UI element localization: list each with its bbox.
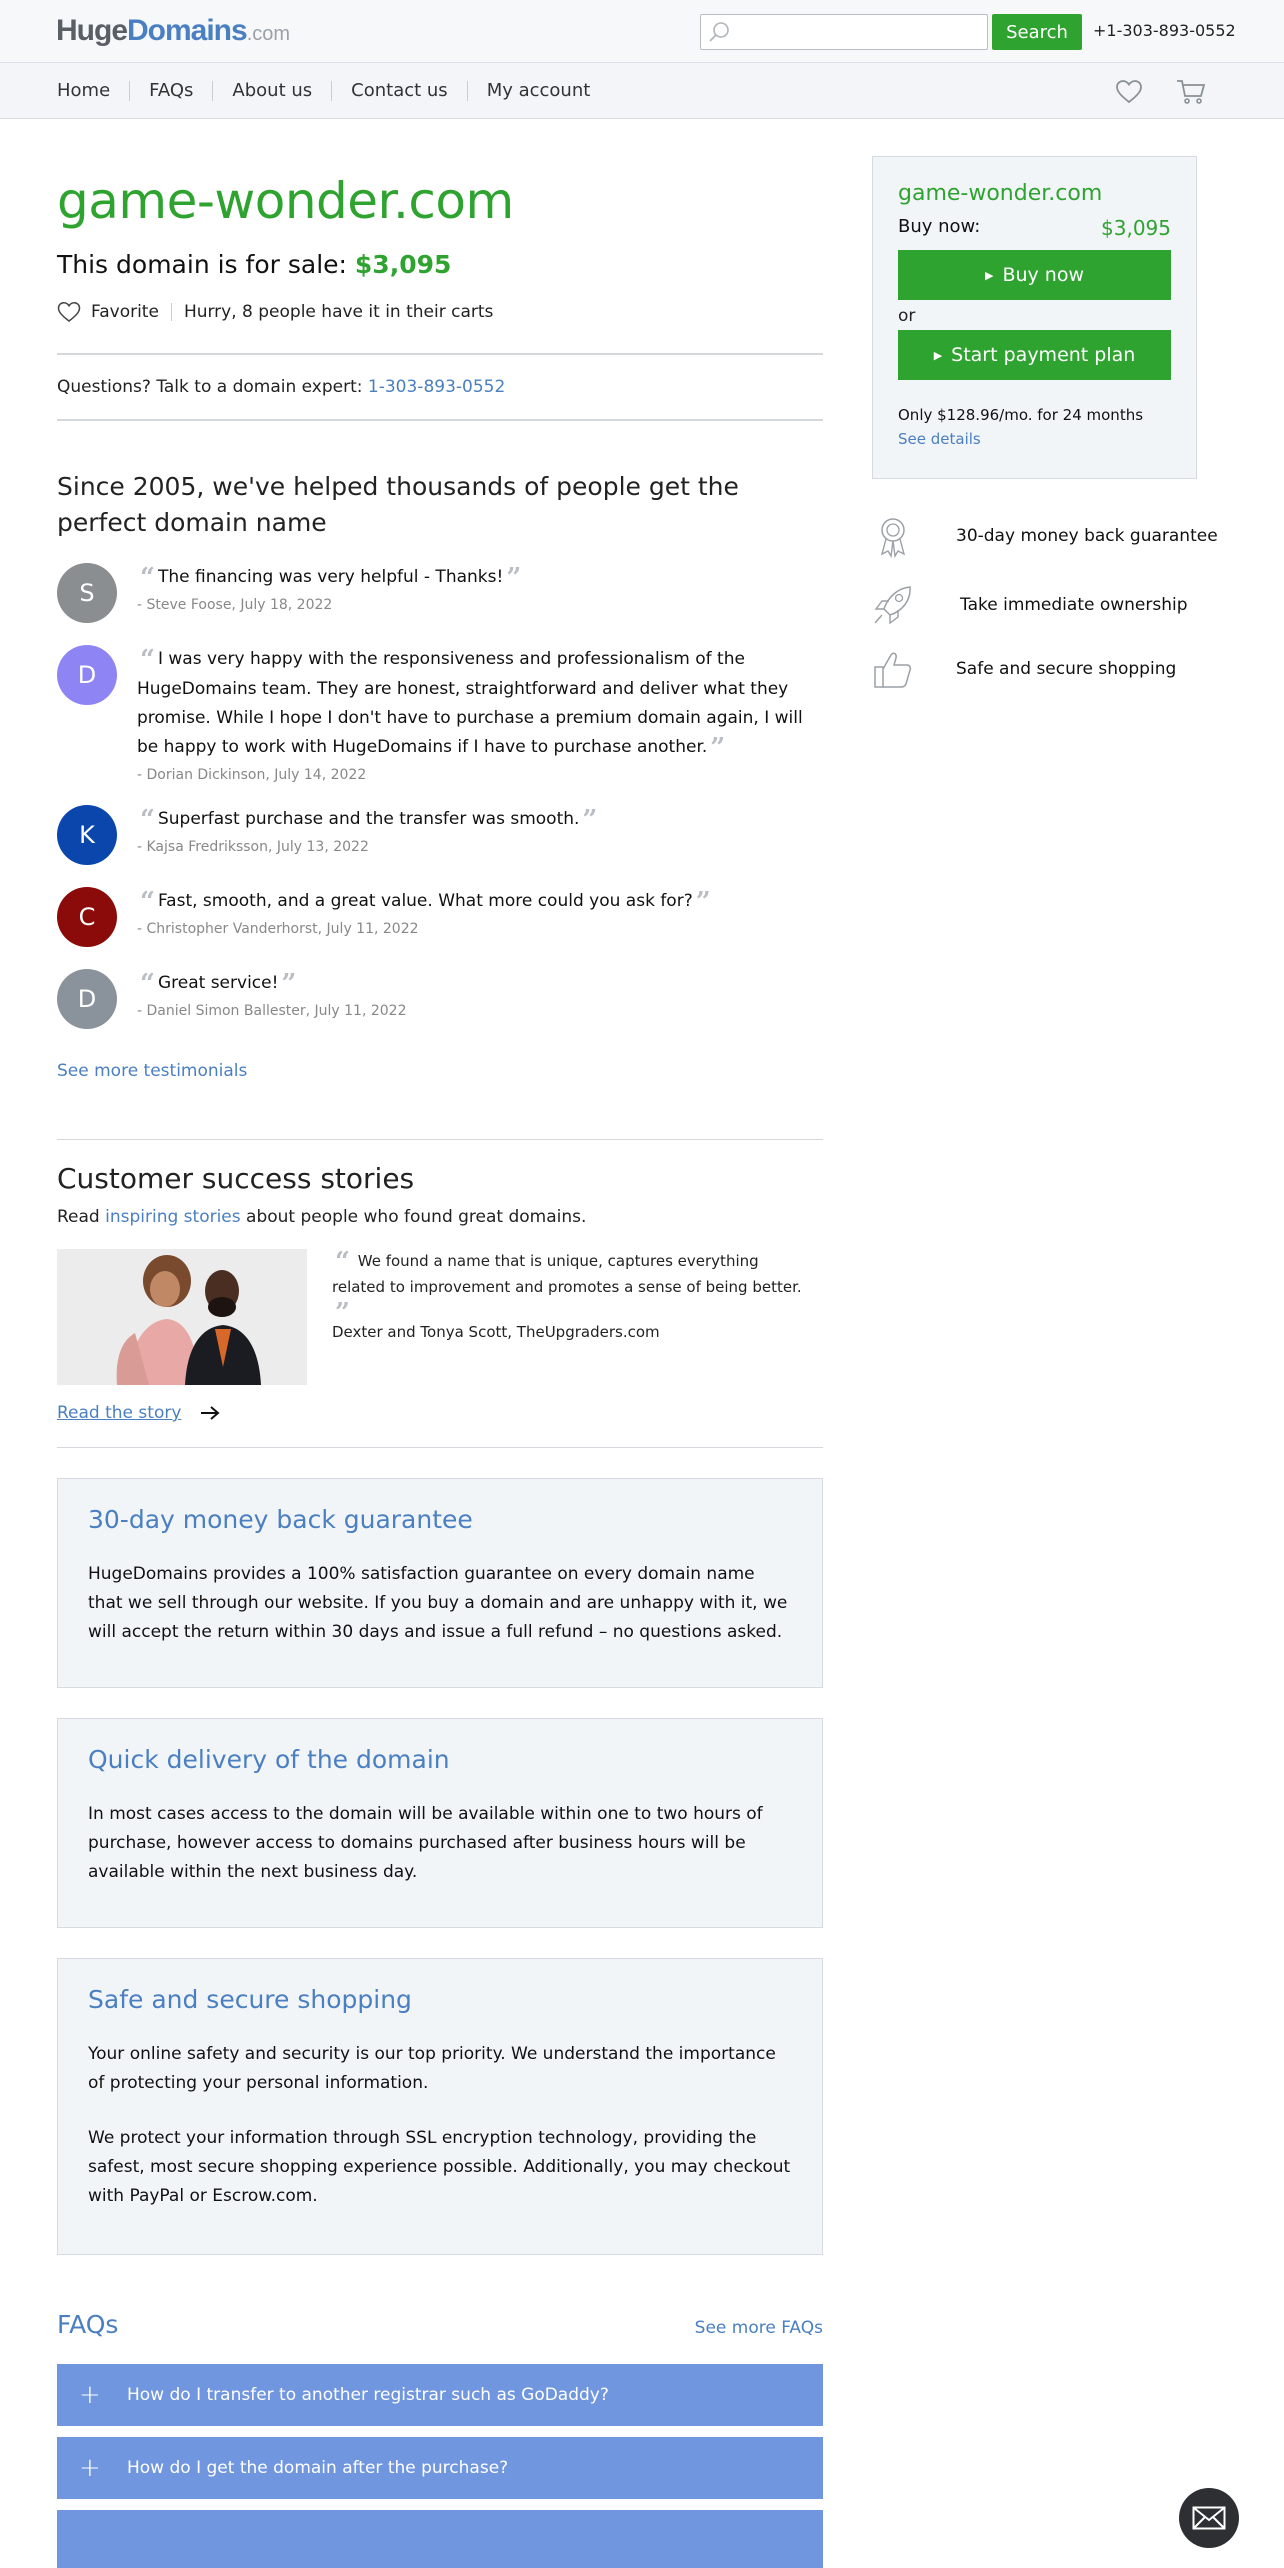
- monthly-price: Only $128.96/mo. for 24 months: [898, 406, 1144, 424]
- play-icon: ▶: [984, 268, 994, 282]
- info-box-title: 30-day money back guarantee: [88, 1505, 473, 1534]
- sale-price: $3,095: [354, 250, 452, 279]
- main-content: [57, 120, 823, 2568]
- rocket-icon: [872, 583, 914, 627]
- testimonials-list: [57, 563, 823, 1029]
- main-nav: [0, 63, 1284, 119]
- carts-notice: Hurry, 8 people have it in their carts: [183, 302, 494, 322]
- plus-icon: +: [79, 2380, 101, 2410]
- customer-photo: [57, 1249, 307, 1385]
- testimonial-item: C “ Fast, smooth, and a great value. What more could you ask for? ” - Christopher Vanderhorst, July 11, 2022: [57, 887, 823, 947]
- secure-shopping-box: [57, 1958, 823, 2255]
- see-more-testimonials-link[interactable]: See more testimonials: [57, 1061, 248, 1081]
- open-quote-icon: “: [140, 805, 155, 835]
- favorite-link[interactable]: Favorite: [91, 302, 159, 322]
- close-quote-icon: ”: [695, 887, 711, 917]
- buy-now-button[interactable]: ▶ Buy now: [898, 250, 1171, 300]
- nav-contact-us[interactable]: Contact us: [331, 81, 467, 101]
- nav-faqs[interactable]: FAQs: [129, 81, 212, 101]
- nav-my-account[interactable]: My account: [467, 81, 610, 101]
- close-quote-icon: ”: [582, 805, 598, 835]
- nav-about-us[interactable]: About us: [212, 81, 331, 101]
- nav-home[interactable]: Home: [57, 80, 111, 101]
- quick-delivery-box: [57, 1718, 823, 1928]
- faq-item[interactable]: + How do I get the domain after the purchase?: [57, 2437, 823, 2499]
- testimonial-item: K “ Superfast purchase and the transfer was smooth. ” - Kajsa Fredriksson, July 13, 2022: [57, 805, 823, 865]
- close-quote-icon: ”: [506, 563, 522, 593]
- testimonial-author: - Steve Foose, July 18, 2022: [137, 597, 333, 613]
- success-stories-heading: Customer success stories: [57, 1162, 415, 1195]
- faq-item[interactable]: + How do I transfer to another registrar such as GoDaddy?: [57, 2364, 823, 2426]
- info-box-text: In most cases access to the domain will be available within one to two hours of purchase, however access to domains purchased after business hours will be available within the next business day.: [88, 1804, 763, 1882]
- questions-line: Questions? Talk to a domain expert: 1-303-893-0552: [57, 377, 506, 397]
- testimonial-author: - Daniel Simon Ballester, July 11, 2022: [137, 1003, 407, 1019]
- search-icon: [707, 20, 731, 44]
- testimonial-author: - Christopher Vanderhorst, July 11, 2022: [137, 921, 419, 937]
- success-story: [57, 1249, 823, 1385]
- feature-ownership: Take immediate ownership: [872, 583, 1188, 627]
- heart-icon[interactable]: [57, 301, 81, 323]
- expert-phone-link[interactable]: 1-303-893-0552: [367, 377, 506, 397]
- info-box-text: HugeDomains provides a 100% satisfaction guarantee on every domain name that we sell through our website. If you buy a domain and are unhappy with it, we will accept the return within 30 days and issue a full refund – no questions asked.: [88, 1564, 788, 1642]
- chat-button[interactable]: [1179, 2488, 1239, 2548]
- or-label: or: [898, 306, 916, 326]
- sidebar-price: $3,095: [1101, 216, 1171, 240]
- sidebar-domain: game-wonder.com: [898, 181, 1103, 206]
- info-box-title: Safe and secure shopping: [88, 1985, 412, 2014]
- divider: [171, 303, 172, 321]
- open-quote-icon: “: [140, 645, 155, 675]
- start-payment-plan-button[interactable]: ▶ Start payment plan: [898, 330, 1171, 380]
- info-box-text: We protect your information through SSL encryption technology, providing the safest, most secure shopping experience possible. Additionally, you may checkout with PayPal or Escrow.com.: [88, 2128, 791, 2206]
- inspiring-stories-link[interactable]: inspiring stories: [105, 1207, 241, 1227]
- see-more-faqs-link[interactable]: See more FAQs: [694, 2318, 823, 2338]
- purchase-box: [872, 156, 1197, 479]
- divider: [57, 1447, 823, 1448]
- close-quote-icon: ”: [335, 1298, 350, 1328]
- faq-header: [57, 2310, 823, 2350]
- arrow-right-icon: [199, 1405, 221, 1421]
- read-story-link[interactable]: Read the story: [57, 1403, 221, 1423]
- award-ribbon-icon: [872, 514, 914, 558]
- open-quote-icon: “: [140, 563, 155, 593]
- cart-icon[interactable]: [1176, 79, 1206, 105]
- divider: [57, 1139, 823, 1140]
- avatar: K: [57, 805, 117, 865]
- domain-title: game-wonder.com: [57, 172, 514, 230]
- thumbs-up-icon: [872, 647, 914, 691]
- play-icon: ▶: [933, 348, 943, 362]
- faq-heading: FAQs: [57, 2310, 119, 2339]
- envelope-icon: [1192, 2506, 1226, 2530]
- money-back-box: [57, 1478, 823, 1688]
- divider: [57, 419, 823, 421]
- faq-item[interactable]: [57, 2510, 823, 2568]
- testimonial-item: S “ The financing was very helpful - Thanks! ” - Steve Foose, July 18, 2022: [57, 563, 823, 623]
- hugedomains-logo[interactable]: HugeDomains.com: [56, 14, 291, 47]
- close-quote-icon: ”: [281, 969, 297, 999]
- header-phone[interactable]: +1-303-893-0552: [1093, 21, 1236, 40]
- feature-secure: Safe and secure shopping: [872, 647, 1176, 691]
- favorite-row: [57, 301, 823, 323]
- open-quote-icon: “: [140, 887, 155, 917]
- avatar: S: [57, 563, 117, 623]
- story-quote: “ We found a name that is unique, captures everything related to improvement and promotes a sense of being better. ”: [332, 1247, 802, 1328]
- open-quote-icon: “: [140, 969, 155, 999]
- testimonial-author: - Dorian Dickinson, July 14, 2022: [137, 767, 367, 783]
- top-header: [0, 0, 1284, 63]
- info-box-title: Quick delivery of the domain: [88, 1745, 450, 1774]
- avatar: D: [57, 645, 117, 705]
- buy-now-row: Buy now: $3,095: [898, 216, 1171, 240]
- testimonials-heading: Since 2005, we've helped thousands of people get the perfect domain name: [57, 472, 739, 537]
- open-quote-icon: “: [335, 1247, 350, 1277]
- avatar: D: [57, 969, 117, 1029]
- close-quote-icon: ”: [710, 733, 726, 763]
- story-author: Dexter and Tonya Scott, TheUpgraders.com: [332, 1323, 660, 1341]
- avatar: C: [57, 887, 117, 947]
- testimonial-author: - Kajsa Fredriksson, July 13, 2022: [137, 839, 369, 855]
- search-input[interactable]: [735, 21, 983, 43]
- info-box-text: Your online safety and security is our top priority. We understand the importance of protecting your personal information.: [88, 2044, 776, 2093]
- testimonial-item: D “ Great service! ” - Daniel Simon Ballester, July 11, 2022: [57, 969, 823, 1029]
- search-button[interactable]: Search: [992, 14, 1082, 50]
- testimonial-item: D “ I was very happy with the responsiveness and professionalism of the HugeDomains team. They are honest, straightforward and deliver what they promise. While I hope I don't have to purchase a premium domain again, I will be happy to work with HugeDomains if I have to purchase another. ” - Dorian Dickinson, July 14, 2022: [57, 645, 823, 783]
- success-intro: Read inspiring stories about people who found great domains.: [57, 1207, 587, 1227]
- feature-money-back: 30-day money back guarantee: [872, 514, 1218, 558]
- see-details-link[interactable]: See details: [898, 430, 981, 448]
- plus-icon: +: [79, 2453, 101, 2483]
- sale-line: This domain is for sale: $3,095: [57, 250, 452, 279]
- heart-icon[interactable]: [1115, 79, 1143, 105]
- search-box: [700, 14, 988, 50]
